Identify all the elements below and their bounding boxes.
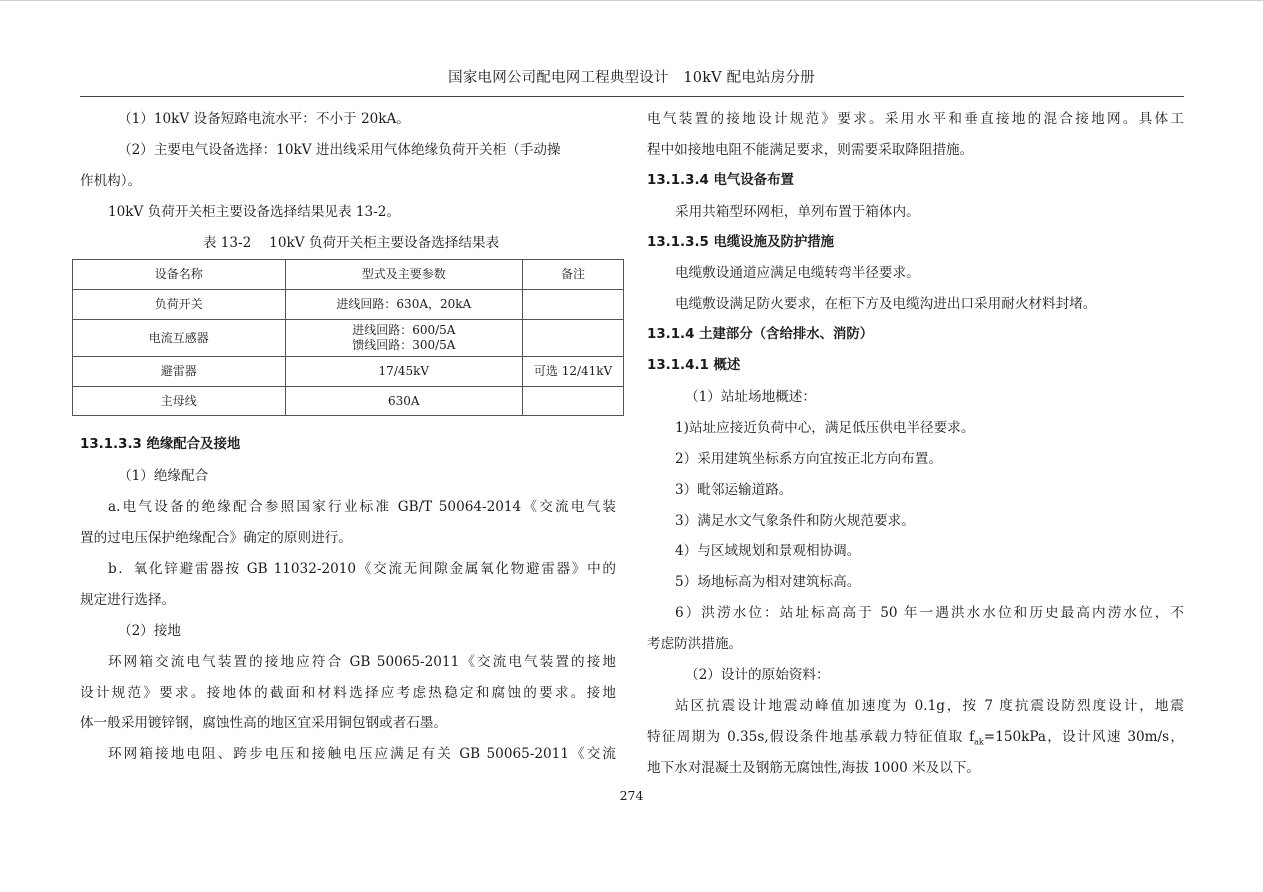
- table-cell-note: [523, 320, 624, 357]
- table-cell-note: [523, 290, 624, 320]
- table-row: [73, 357, 624, 387]
- section-heading-13133: 13.1.3.3 绝缘配合及接地: [80, 437, 241, 453]
- table-header-cell: 设备名称: [73, 260, 286, 290]
- table-caption: 表 13-2 10kV 负荷开关柜主要设备选择结果表: [202, 234, 500, 251]
- table-cell-note: 可选 12/41kV: [523, 357, 624, 387]
- subheading-insulation: （1）绝缘配合: [118, 468, 209, 485]
- paragraph-continued-line2: 程中如接地电阻不能满足要求，则需要采取降阻措施。: [647, 141, 974, 158]
- table-row: [73, 290, 624, 320]
- equipment-selection-table: [72, 259, 624, 416]
- seismic-text-part1: 特征周期为 0.35s,假设条件地基承载力特征值取 f: [647, 728, 975, 745]
- paragraph-grounding-line3: 体一般采用镀锌钢，腐蚀性高的地区宜采用铜包钢或者石墨。: [80, 715, 448, 732]
- section-heading-13135: 13.1.3.5 电缆设施及防护措施: [647, 234, 835, 250]
- paragraph-cable-bend: 电缆敷设通道应满足电缆转弯半径要求。: [675, 265, 920, 282]
- table-cell-param: [285, 320, 523, 357]
- paragraph-seismic-line1: 站区抗震设计地震动峰值加速度为 0.1g，按 7 度抗震设防烈度设计，地震: [675, 697, 1184, 714]
- section-heading-1314: 13.1.4 土建部分（含给排水、消防）: [647, 327, 874, 343]
- paragraph-a-line1: a.电气设备的绝缘配合参照国家行业标准 GB/T 50064-2014《交流电气装: [108, 499, 616, 516]
- paragraph-continued-line1: 电气装置的接地设计规范》要求。采用水平和垂直接地的混合接地网。具体工: [647, 111, 1184, 127]
- section-heading-13141: 13.1.4.1 概述: [647, 358, 741, 374]
- table-cell-param: 进线回路：630A，20kA: [285, 290, 523, 320]
- list-item-flood-line1: 6）洪涝水位：站址标高高于 50 年一遇洪水水位和历史最高内涝水位，不: [675, 605, 1184, 622]
- list-item: 5）场地标高为相对建筑标高。: [675, 574, 861, 591]
- paragraph-short-circuit-level: （1）10kV 设备短路电流水平：不小于 20kA。: [118, 111, 410, 127]
- table-row: [73, 320, 624, 357]
- list-item: 3）毗邻运输道路。: [675, 481, 793, 498]
- paragraph-grounding-line2: 设计规范》要求。接地体的截面和材料选择应考虑热稳定和腐蚀的要求。接地: [80, 684, 616, 701]
- table-cell-name: 电流互感器: [73, 320, 286, 357]
- subheading-grounding: （2）接地: [118, 622, 182, 639]
- header-divider: [80, 96, 1184, 97]
- left-column: [80, 104, 616, 770]
- right-column: [647, 104, 1184, 784]
- list-item: 1)站址应接近负荷中心，满足低压供电半径要求。: [675, 419, 975, 436]
- paragraph-b-line2: 规定进行选择。: [80, 591, 176, 608]
- seismic-text-part2: =150kPa，设计风速 30m/s，: [983, 728, 1184, 745]
- table-cell-param-line: 馈线回路：300/5A: [352, 338, 456, 353]
- table-cell-param: 630A: [285, 387, 523, 416]
- paragraph-b-line1: b．氧化锌避雷器按 GB 11032-2010《交流无间隙金属氧化物避雷器》中的: [108, 561, 616, 578]
- table-cell-param-line: 进线回路：600/5A: [352, 323, 456, 338]
- table-header-row: [73, 260, 624, 290]
- list-item: 2）采用建筑坐标系方向宜按正北方向布置。: [675, 450, 942, 467]
- paragraph-layout: 采用共箱型环网柜，单列布置于箱体内。: [675, 203, 920, 220]
- list-item-flood-line2: 考虑防洪措施。: [647, 636, 743, 653]
- paragraph-resistance-line1: 环网箱接地电阻、跨步电压和接触电压应满足有关 GB 50065-2011《交流: [108, 746, 616, 763]
- table-row: [73, 387, 624, 416]
- paragraph-equipment-selection-line1: （2）主要电气设备选择：10kV 进出线采用气体绝缘负荷开关柜（手动操: [118, 141, 561, 158]
- paragraph-a-line2: 置的过电压保护绝缘配合》确定的原则进行。: [80, 530, 352, 547]
- table-cell-name: 避雷器: [73, 357, 286, 387]
- page-header-title: 国家电网公司配电网工程典型设计 10kV 配电站房分册: [448, 70, 815, 86]
- paragraph-seismic-line3: 地下水对混凝土及钢筋无腐蚀性,海拔 1000 米及以下。: [647, 759, 981, 776]
- bearing-capacity-subscript: ak: [974, 737, 984, 747]
- table-cell-param: 17/45kV: [285, 357, 523, 387]
- subheading-original-data: （2）设计的原始资料：: [685, 667, 830, 684]
- paragraph-grounding-line1: 环网箱交流电气装置的接地应符合 GB 50065-2011《交流电气装置的接地: [108, 653, 616, 670]
- paragraph-cable-fire: 电缆敷设满足防火要求，在柜下方及电缆沟进出口采用耐火材料封堵。: [675, 296, 1097, 313]
- subheading-site-overview: （1）站址场地概述：: [685, 389, 816, 406]
- page-number: 274: [619, 788, 644, 803]
- table-cell-name: 主母线: [73, 387, 286, 416]
- table-header-cell: 型式及主要参数: [285, 260, 523, 290]
- table-header-cell: 备注: [523, 260, 624, 290]
- table-cell-name: 负荷开关: [73, 290, 286, 320]
- section-heading-13134: 13.1.3.4 电气设备布置: [647, 172, 794, 188]
- paragraph-seismic-line2: [647, 722, 1184, 753]
- page-top-edge: [0, 0, 1263, 1]
- list-item: 4）与区域规划和景观相协调。: [675, 543, 861, 560]
- paragraph-equipment-selection-line2: 作机构）。: [80, 172, 142, 189]
- list-item: 3）满足水文气象条件和防火规范要求。: [675, 512, 915, 529]
- paragraph-table-reference: 10kV 负荷开关柜主要设备选择结果见表 13-2。: [108, 203, 401, 220]
- table-cell-note: [523, 387, 624, 416]
